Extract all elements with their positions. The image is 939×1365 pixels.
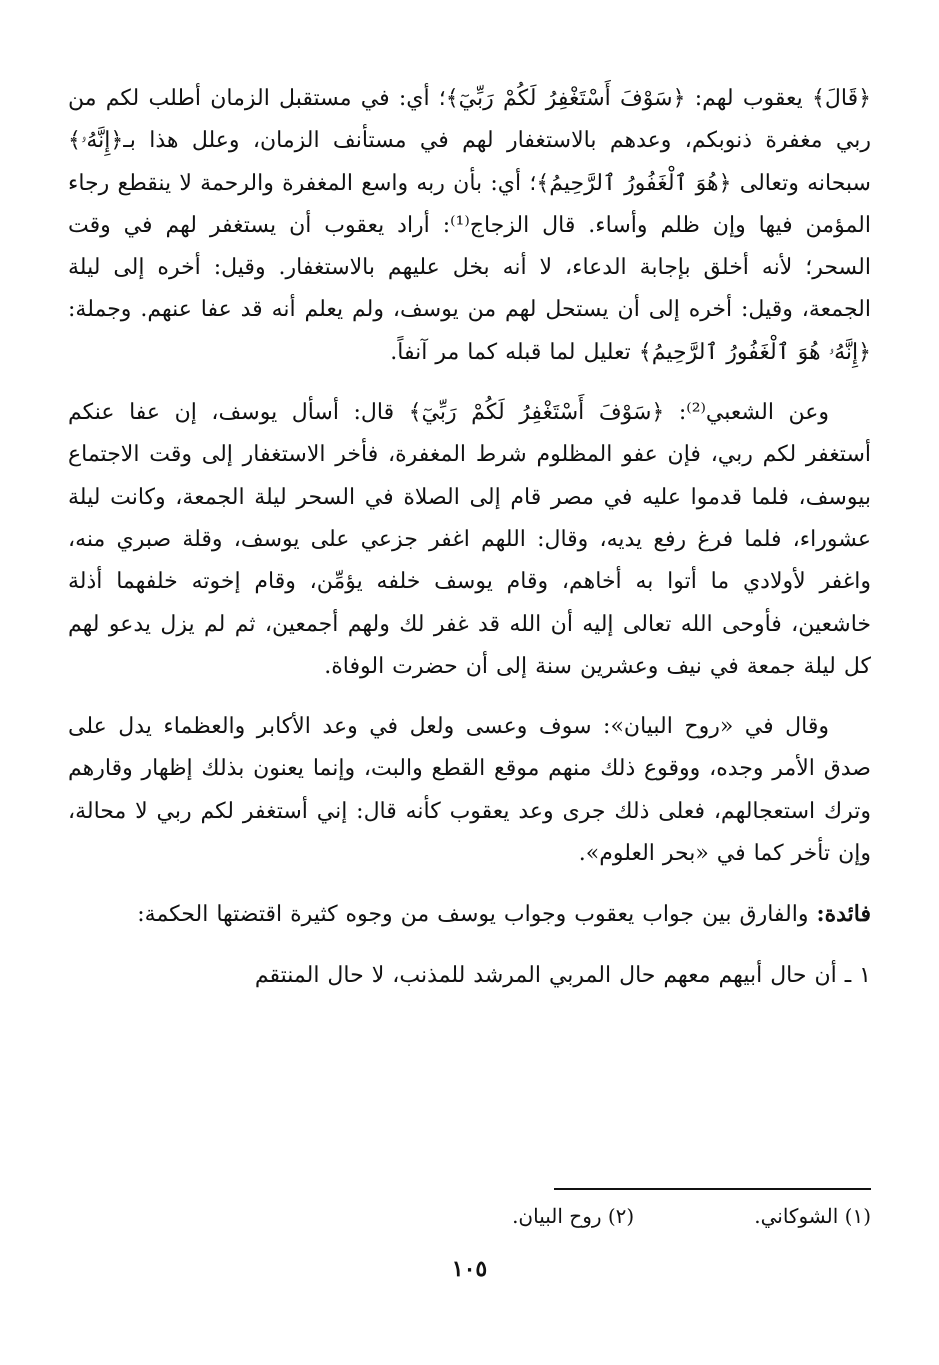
- footnote-divider: [554, 1188, 871, 1190]
- paragraph-shabi: وعن الشعبي⁽²⁾: ﴿سَوْفَ أَسْتَغْفِرُ لَكُمْ رَبِّيٓ﴾ قال: أسأل يوسف، إن عفا عنكم أستغفر لكم ربي، فإن عفو المظلوم شرط المغفرة، فأخر الاستغفار إلى وقت الاجتماع بيوسف، فلما قدموا عليه في مصر قام إلى الصلاة في السحر ليلة الجمعة، وكانت ليلة عشوراء، فلما فرغ رفع يديه، وقال: اللهم اغفر جزعي على يوسف، وقلة صبري منه، واغفر لأولادي ما أتوا به أخاهم، وقام يوسف خلفه يؤمِّن، وقام إخوته خلفهما أذلة خاشعين، فأوحى الله تعالى إليه أن الله قد غفر لك ولهم أجمعين، ثم لم يزل يدعو لهم كل ليلة جمعة في نيف وعشرين سنة إلى أن حضرت الوفاة.: [68, 400, 871, 679]
- footnote-2: (٢) روح البيان.: [512, 1204, 635, 1228]
- paragraph-faida: [68, 893, 871, 936]
- footnotes: [68, 1196, 871, 1236]
- paragraph-yaqub-reply: ﴿قَالَ﴾ يعقوب لهم: ﴿سَوْفَ أَسْتَغْفِرُ لَكُمْ رَبِّيٓ﴾؛ أي: في مستقبل الزمان أطلب لكم من ربي مغفرة ذنوبكم، وعدهم بالاستغفار لهم في مستأنف الزمان، وعلل هذا بـ﴿إِنَّهُۥ﴾ سبحانه وتعالى ﴿هُوَ ٱلْغَفُورُ ٱلرَّحِيمُ﴾؛ أي: بأن ربه واسع المغفرة والرحمة لا ينقطع رجاء المؤمن فيها وإن ظلم وأساء. قال الزجاج⁽¹⁾: أراد يعقوب أن يستغفر لهم في وقت السحر؛ لأنه أخلق بإجابة الدعاء، لا أنه بخل عليهم بالاستغفار. وقيل: أخره إلى ليلة الجمعة، وقيل: أخره إلى أن يستحل لهم من يوسف، ولم يعلم أنه قد عفا عنهم. وجملة: ﴿إِنَّهُۥ هُوَ ٱلْغَفُورُ ٱلرَّحِيمُ﴾ تعليل لما قبله كما مر آنفاً.: [68, 86, 871, 365]
- paragraph-gap: [68, 688, 871, 706]
- list-item-1: ١ ـ أن حال أبيهم معهم حال المربي المرشد للمذنب، لا حال المنتقم: [254, 962, 871, 988]
- page-number: ١٠٥: [451, 1256, 488, 1282]
- paragraph-ruh-al-bayan: وقال في «روح البيان»: سوف وعسى ولعل في وعد الأكابر والعظماء يدل على صدق الأمر وجده، ووقوع ذلك منهم موقع القطع والبت، وإنما يعنون بذلك إظهار وقارهم وترك استعجالهم، فعلى ذلك جرى وعد يعقوب كأنه قال: إني أستغفر لكم ربي لا محالة، وإن تأخر كما في «بحر العلوم».: [68, 714, 871, 867]
- page-body: [68, 78, 871, 997]
- faida-label: فائدة:: [816, 901, 871, 928]
- paragraph-gap: [68, 937, 871, 955]
- faida-text: والفارق بين جواب يعقوب وجواب يوسف من وجوه كثيرة اقتضتها الحكمة:: [137, 902, 817, 928]
- paragraph-gap: [68, 374, 871, 392]
- paragraph-gap: [68, 875, 871, 893]
- footnote-1: (١) الشوكاني.: [754, 1204, 871, 1228]
